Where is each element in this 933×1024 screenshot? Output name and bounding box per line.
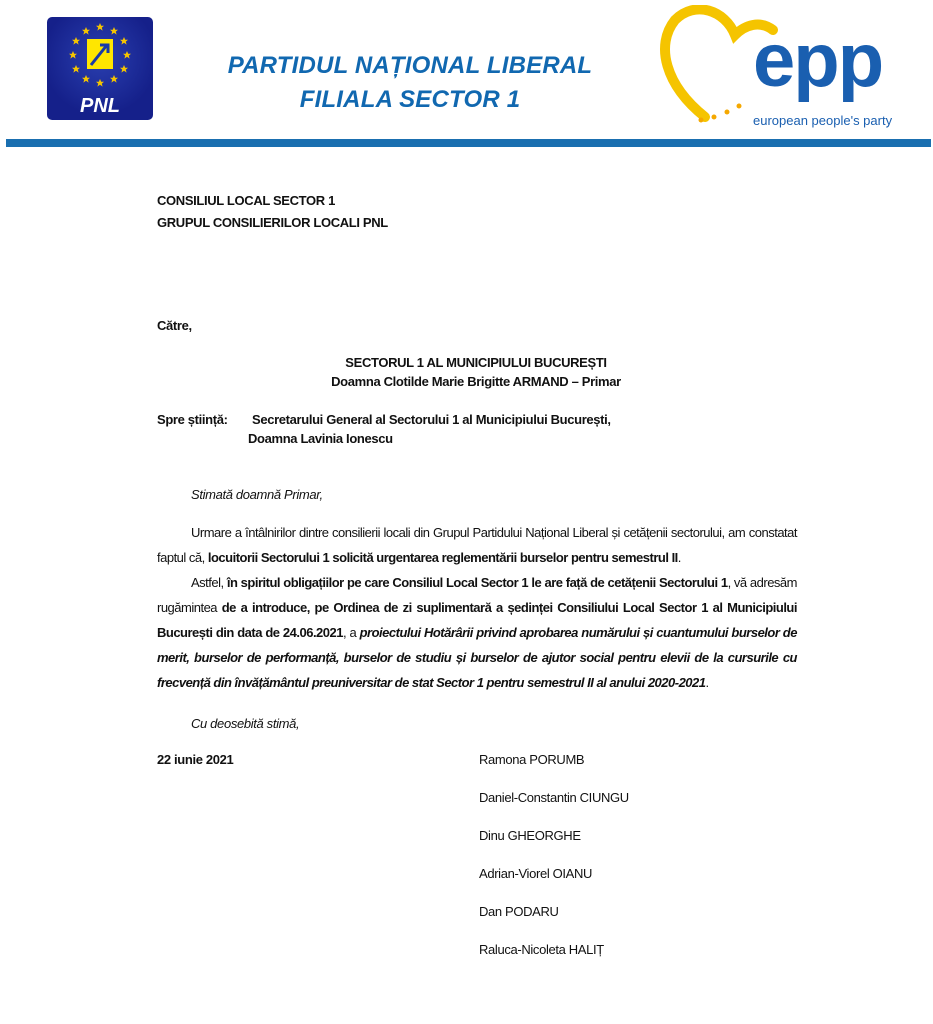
signatory-list [479,751,797,979]
recipient-line1: SECTORUL 1 AL MUNICIPIULUI BUCUREȘTI [345,355,607,370]
text-span: , vă adresăm rugămintea [157,575,797,615]
pnl-logo [47,17,153,120]
epp-tagline: european people's party [753,113,893,128]
signatory: Dinu GHEORGHE [479,828,581,843]
signatory: Adrian-Viorel OIANU [479,866,593,881]
party-name: PARTIDUL NAȚIONAL LIBERAL [227,52,593,79]
sender-line2: GRUPUL CONSILIERILOR LOCALI PNL [157,215,388,230]
pnl-logo-text: PNL [80,95,120,117]
cc-line1: Secretarului General al Sectorului 1 al Municipiului București, [252,412,611,427]
signatory: Dan PODARU [479,904,559,919]
epp-logo [655,5,925,135]
cc-line2: Doamna Lavinia Ionescu [248,431,393,446]
closing: Cu deosebită stimă, [191,716,300,731]
epp-logo-text: epp [753,18,883,103]
branch-name: FILIALA SECTOR 1 [299,86,521,113]
text-span: Urmare a întâlnirilor dintre consilierii locali din Grupul Partidului Național Liberal și cetățenii sectorului, am constatat faptul că, [157,525,797,565]
bold-span: în spiritul obligațiilor pe care Consiliul Local Sector 1 le are față de cetățenii Sectorului 1 [226,575,728,590]
paragraph-2 [157,570,797,695]
sender-line1: CONSILIUL LOCAL SECTOR 1 [157,193,335,208]
recipient-line2: Doamna Clotilde Marie Brigitte ARMAND – Primar [331,374,621,389]
letter-body-section [157,520,797,979]
pnl-stars-arrow-icon [47,17,153,93]
text-span: , a [342,625,360,640]
text-span: Astfel, [191,575,227,590]
signatory: Raluca-Nicoleta HALIȚ [479,942,604,957]
signatory: Ramona PORUMB [479,752,585,767]
letter-date: 22 iunie 2021 [157,752,234,767]
bold-span: locuitorii Sectorului 1 solicită urgentarea reglementării burselor pentru semestrul II [207,550,678,565]
signature-block [157,751,797,979]
text-span: . [677,550,681,565]
to-label: Către, [157,318,192,333]
text-span: . [705,675,709,690]
bold-span: de a introduce, pe Ordinea de zi suplimentară a ședinței Consiliului Local Sector 1 al Municipiului București din data de 24.06.2021 [157,600,797,640]
signatory: Daniel-Constantin CIUNGU [479,790,629,805]
salutation: Stimată doamnă Primar, [191,487,323,502]
letter-body [157,520,797,695]
header-rule [6,139,931,147]
cc-label: Spre știință: [157,412,228,427]
bold-italic-span: proiectului Hotărârii privind aprobarea numărului și cuantumului burselor de merit, burselor de performanță, burselor de studiu și burselor de ajutor social pentru elevii de la cursurile cu frecvență din învățământul preuniversitar de stat Sector 1 pentru semestrul II al anului 2020-2021 [157,625,797,690]
paragraph-1 [157,520,797,570]
